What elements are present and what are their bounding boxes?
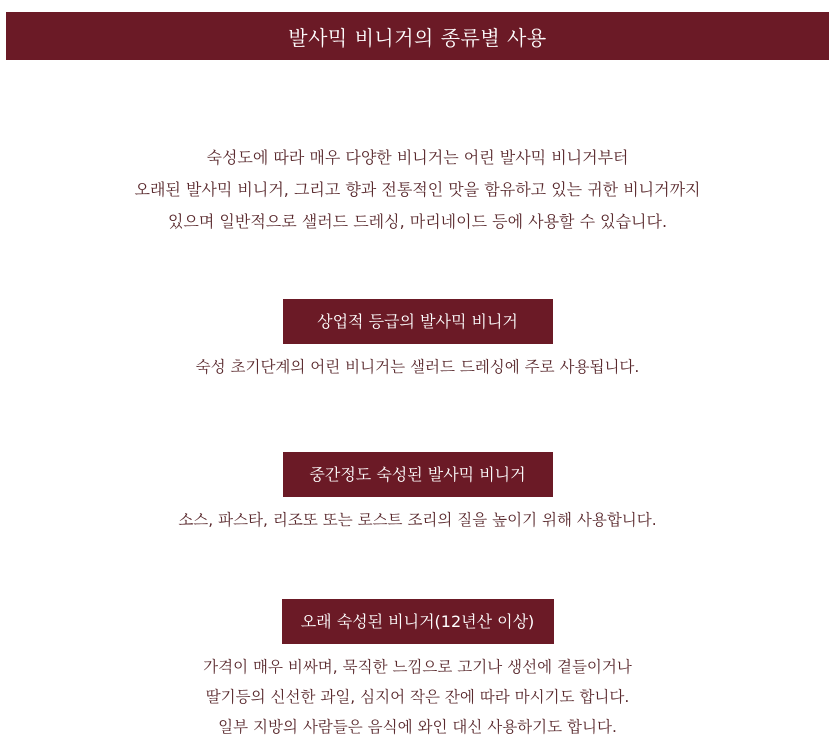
description-line: 숙성 초기단계의 어린 비니거는 샐러드 드레싱에 주로 사용됩니다. — [195, 358, 640, 376]
intro-line: 오래된 발사믹 비니거, 그리고 향과 전통적인 맛을 함유하고 있는 귀한 비니거까지 — [134, 180, 701, 199]
section-medium-aged — [0, 452, 835, 535]
section-title-badge: 상업적 등급의 발사믹 비니거 — [283, 299, 553, 344]
section-description — [196, 352, 640, 382]
intro-line: 숙성도에 따라 매우 다양한 비니거는 어린 발사믹 비니거부터 — [206, 148, 629, 167]
description-line: 소스, 파스타, 리조또 또는 로스트 조리의 질을 높이기 위해 사용합니다. — [178, 511, 657, 529]
section-title-badge: 중간정도 숙성된 발사믹 비니거 — [283, 452, 553, 497]
page-title: 발사믹 비니거의 종류별 사용 — [288, 25, 547, 50]
description-line: 딸기등의 신선한 과일, 심지어 작은 잔에 따라 마시기도 합니다. — [205, 688, 630, 706]
section-commercial-grade — [0, 299, 835, 382]
section-long-aged — [0, 599, 835, 742]
intro-line: 있으며 일반적으로 샐러드 드레싱, 마리네이드 등에 사용할 수 있습니다. — [167, 212, 668, 231]
header-bar — [6, 12, 829, 60]
intro-text — [0, 142, 835, 238]
section-title-badge: 오래 숙성된 비니거(12년산 이상) — [282, 599, 554, 644]
description-line: 일부 지방의 사람들은 음식에 와인 대신 사용하기도 합니다. — [218, 718, 617, 736]
description-line: 가격이 매우 비싸며, 묵직한 느낌으로 고기나 생선에 곁들이거나 — [203, 658, 632, 676]
section-description — [203, 652, 632, 742]
section-description — [178, 505, 656, 535]
